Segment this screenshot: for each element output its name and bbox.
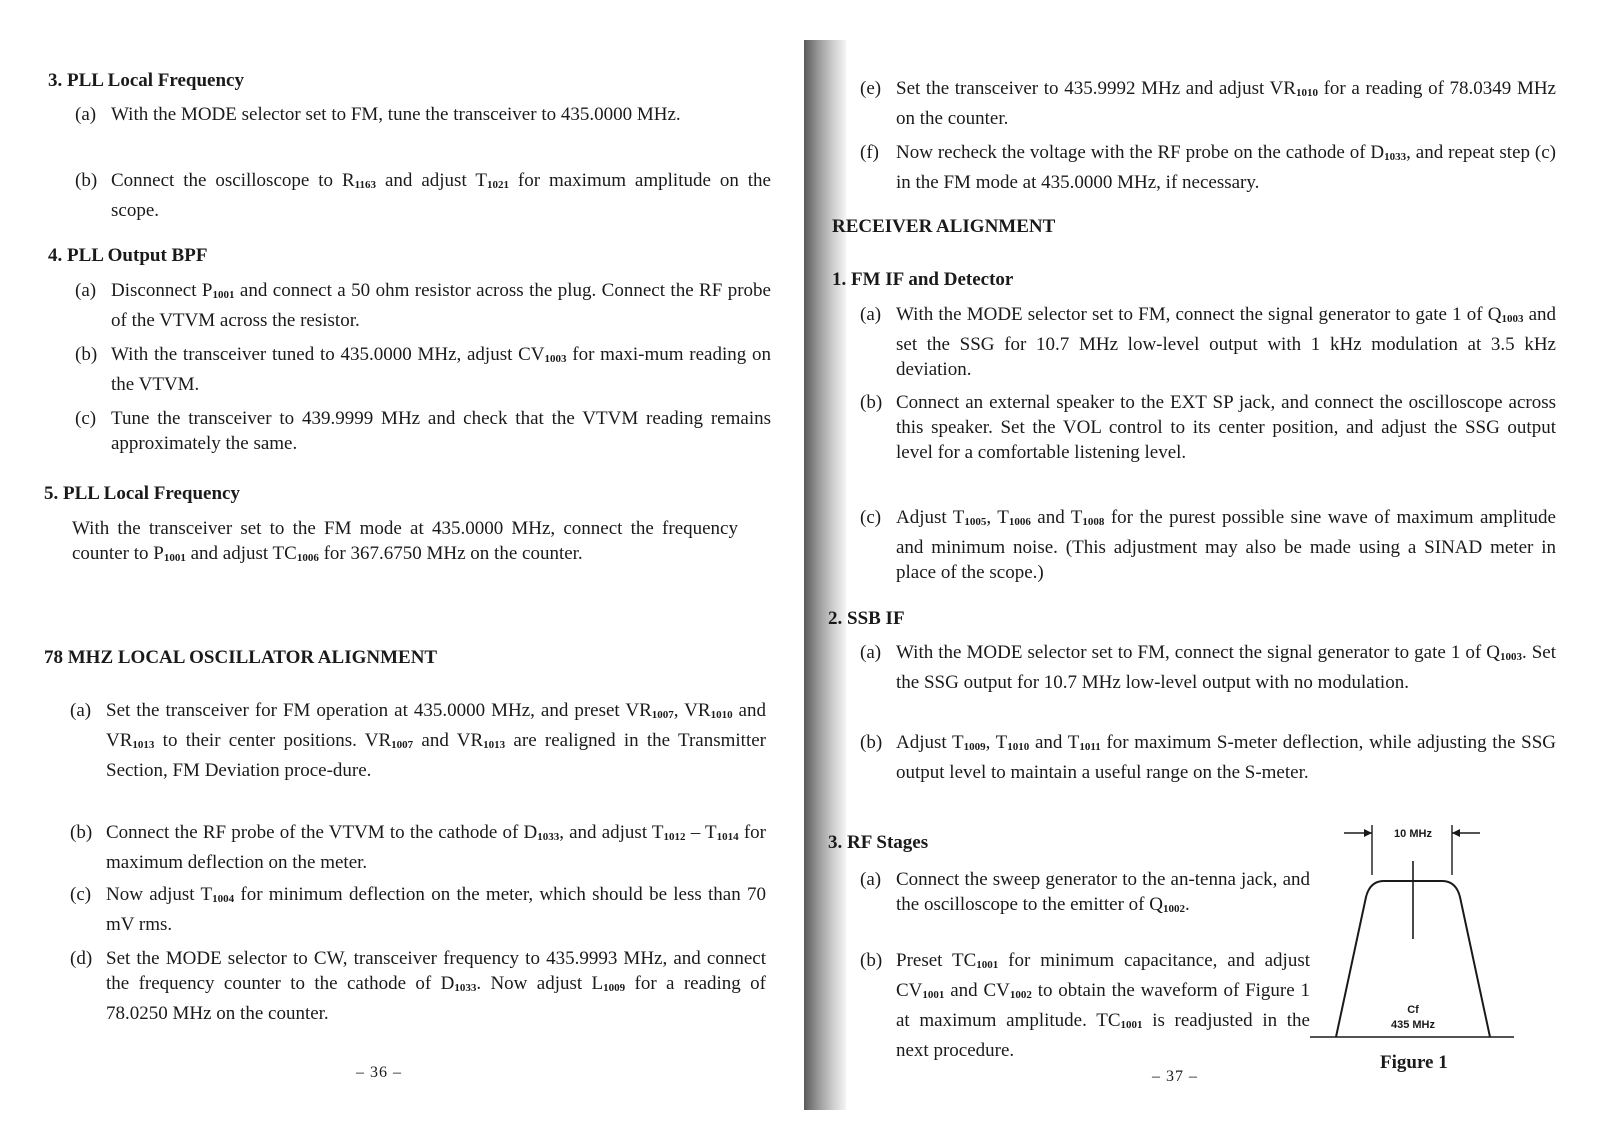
item-text <box>896 302 1556 382</box>
subscript: 1003 <box>544 353 567 365</box>
section-heading: 78 MHZ LOCAL OSCILLATOR ALIGNMENT <box>44 647 438 668</box>
list-item <box>860 730 1556 785</box>
right-page <box>800 0 1600 1133</box>
subscript: 1007 <box>391 739 414 751</box>
text-run: and set the SSG for 10.7 MHz low-level output with 1 kHz modulation at 3.5 kHz deviation. <box>896 304 1557 380</box>
center-label-freq: 435 MHz <box>1390 1019 1436 1031</box>
text-run: Now adjust T <box>106 884 213 905</box>
subscript: 1006 <box>1008 516 1031 528</box>
arrow-head-left <box>1364 829 1372 837</box>
subscript: 1004 <box>212 893 235 905</box>
item-label: (a) <box>860 869 882 890</box>
text-run: Tune the transceiver to 439.9999 MHz and check that the VTVM reading remains approximately the same. <box>111 408 771 454</box>
text-run: , and adjust T <box>559 822 664 843</box>
list-item <box>860 302 1556 382</box>
subscript: 1007 <box>651 709 674 721</box>
subscript: 1009 <box>603 982 626 994</box>
subscript: 1013 <box>132 739 155 751</box>
text-run: , and repeat step (c) in the FM mode at 435.0000 MHz, if necessary. <box>896 142 1556 193</box>
subscript: 1012 <box>663 831 686 843</box>
item-label: (f) <box>860 142 879 163</box>
subscript: 1001 <box>976 959 999 971</box>
subscript: 1003 <box>1501 313 1524 325</box>
item-label: (a) <box>75 104 97 125</box>
subscript: 1001 <box>212 289 235 301</box>
item-text <box>111 168 771 223</box>
item-label: (a) <box>860 642 882 663</box>
text-run: and adjust TC <box>185 543 297 564</box>
item-label: (b) <box>75 170 98 191</box>
page-number: – 37 – <box>1152 1068 1198 1085</box>
subscript: 1005 <box>964 516 987 528</box>
item-label: (a) <box>860 304 882 325</box>
section-heading: 3. RF Stages <box>828 832 929 853</box>
item-label: (c) <box>70 884 92 905</box>
section-heading: 5. PLL Local Frequency <box>44 483 240 504</box>
text-run: and CV <box>944 980 1010 1001</box>
text-run: Preset TC <box>896 950 977 971</box>
subscript: 1002 <box>1162 903 1185 915</box>
subscript: 1002 <box>1009 989 1032 1001</box>
subscript: 1006 <box>296 552 319 564</box>
item-text <box>106 882 766 937</box>
item-label: (b) <box>70 822 93 843</box>
text-run: for minimum capacitance, and adjust CV <box>896 950 1310 1001</box>
paragraph-text <box>72 516 738 571</box>
text-run: for maximum deflection on the meter. <box>106 822 766 873</box>
text-run: for maximum S-meter deflection, while adjusting the SSG output level to maintain a useful range on the S-meter. <box>896 732 1557 783</box>
text-run: . Now adjust L <box>476 973 604 994</box>
item-text <box>896 505 1556 585</box>
subscript: 1021 <box>486 179 509 191</box>
text-run: Set the MODE selector to CW, transceiver frequency to 435.9993 MHz, and connect the frequency counter to the cathode of D <box>106 948 766 994</box>
text-run: With the MODE selector set to FM, tune the transceiver to 435.0000 MHz. <box>111 104 681 125</box>
item-label: (b) <box>860 950 883 971</box>
figure-caption: Figure 1 <box>1380 1052 1448 1073</box>
text-run: With the transceiver tuned to 435.0000 MHz, adjust CV <box>111 344 545 365</box>
item-text <box>896 730 1556 785</box>
section-heading: 3. PLL Local Frequency <box>48 70 244 91</box>
item-text <box>111 278 771 333</box>
paragraph <box>72 516 738 571</box>
list-item <box>860 948 1310 1063</box>
list-item <box>860 140 1556 195</box>
item-label: (c) <box>860 507 882 528</box>
text-run: Adjust T <box>896 507 965 528</box>
text-run: , T <box>986 507 1009 528</box>
arrow-head-right <box>1452 829 1460 837</box>
list-item <box>860 390 1556 465</box>
text-run: Disconnect P <box>111 280 213 301</box>
text-run: Set the transceiver to 435.9992 MHz and adjust VR <box>896 78 1296 99</box>
text-run: Connect the RF probe of the VTVM to the cathode of D <box>106 822 538 843</box>
text-run: to obtain the waveform of Figure 1 at maximum amplitude. TC <box>896 980 1311 1031</box>
item-text <box>896 76 1556 131</box>
subscript: 1033 <box>1384 151 1407 163</box>
subscript: 1010 <box>710 709 733 721</box>
text-run: and T <box>1030 507 1083 528</box>
list-item <box>70 946 766 1026</box>
text-run: , VR <box>673 700 711 721</box>
text-run: Connect an external speaker to the EXT SP jack, and connect the oscilloscope across this speaker. Set the VOL control to its center position, and adjust the SSG output level for a comfortable listening level. <box>896 392 1556 463</box>
text-run: and VR <box>413 730 484 751</box>
text-run: is readjusted in the next procedure. <box>896 1010 1310 1061</box>
list-item <box>860 76 1556 131</box>
subscript: 1014 <box>716 831 739 843</box>
text-run: With the MODE selector set to FM, connect the signal generator to gate 1 of Q <box>896 304 1502 325</box>
item-label: (b) <box>75 344 98 365</box>
item-text <box>896 867 1310 922</box>
main-heading: RECEIVER ALIGNMENT <box>832 216 1056 237</box>
list-item <box>860 505 1556 585</box>
text-run: and adjust T <box>376 170 487 191</box>
list-item <box>70 820 766 875</box>
subscript: 1011 <box>1079 741 1101 753</box>
subscript: 1013 <box>483 739 506 751</box>
item-text <box>896 140 1556 195</box>
item-text <box>896 640 1556 695</box>
figure-1-waveform <box>1300 815 1520 1055</box>
subscript: 1163 <box>354 179 377 191</box>
text-run: for a reading of 78.0349 MHz on the counter. <box>896 78 1556 129</box>
section-heading: 2. SSB IF <box>828 608 905 629</box>
text-run: Connect the oscilloscope to R <box>111 170 355 191</box>
bandwidth-label: 10 MHz <box>1394 828 1432 840</box>
text-run: and T <box>1029 732 1080 753</box>
item-label: (b) <box>860 732 883 753</box>
list-item <box>860 640 1556 695</box>
text-run: for a reading of 78.0250 MHz on the counter. <box>106 973 767 1024</box>
text-run: – T <box>685 822 717 843</box>
text-run: Connect the sweep generator to the an-tenna jack, and the oscilloscope to the emitter of Q <box>896 869 1310 915</box>
list-item <box>75 102 771 127</box>
text-run: With the MODE selector set to FM, connect the signal generator to gate 1 of Q <box>896 642 1500 663</box>
text-run: With the transceiver set to the FM mode at 435.0000 MHz, connect the frequency counter to P <box>72 518 738 564</box>
subscript: 1003 <box>1499 651 1522 663</box>
text-run: for 367.6750 MHz on the counter. <box>318 543 583 564</box>
item-text <box>896 948 1310 1063</box>
text-run: , T <box>985 732 1008 753</box>
subscript: 1033 <box>537 831 560 843</box>
list-item <box>860 867 1310 922</box>
list-item <box>75 406 771 456</box>
text-run: for the purest possible sine wave of maximum amplitude and minimum noise. (This adjustment may also be made using a SINAD meter in place of the scope.) <box>896 507 1556 583</box>
item-label: (a) <box>70 700 92 721</box>
subscript: 1001 <box>1120 1019 1143 1031</box>
text-run: . Set the SSG output for 10.7 MHz low-level output with no modulation. <box>896 642 1556 693</box>
item-label: (d) <box>70 948 93 969</box>
text-run: to their center positions. VR <box>154 730 392 751</box>
item-label: (a) <box>75 280 97 301</box>
subscript: 1010 <box>1007 741 1030 753</box>
item-label: (b) <box>860 392 883 413</box>
item-text <box>106 946 766 1026</box>
item-text <box>111 342 771 397</box>
subscript: 1009 <box>963 741 986 753</box>
text-run: Set the transceiver for FM operation at 435.0000 MHz, and preset VR <box>106 700 652 721</box>
subscript: 1001 <box>922 989 945 1001</box>
item-label: (c) <box>75 408 97 429</box>
item-text <box>106 820 766 875</box>
subscript: 1001 <box>163 552 186 564</box>
text-run: . <box>1184 894 1190 915</box>
text-run: for minimum deflection on the meter, which should be less than 70 mV rms. <box>106 884 767 935</box>
subscript: 1008 <box>1082 516 1105 528</box>
item-text <box>111 102 771 127</box>
text-run: and connect a 50 ohm resistor across the plug. Connect the RF probe of the VTVM across the resistor. <box>111 280 771 331</box>
center-label-cf: Cf <box>1407 1004 1419 1016</box>
page-number: – 36 – <box>356 1064 402 1081</box>
text-run: Now recheck the voltage with the RF probe on the cathode of D <box>896 142 1385 163</box>
item-text <box>106 698 766 783</box>
text-run: Adjust T <box>896 732 964 753</box>
item-text <box>896 390 1556 465</box>
text-run: are realigned in the Transmitter Section, FM Deviation proce-dure. <box>106 730 766 781</box>
list-item <box>70 698 766 783</box>
section-heading: 1. FM IF and Detector <box>832 269 1014 290</box>
text-run: and VR <box>106 700 766 751</box>
text-run: for maximum amplitude on the scope. <box>111 170 771 221</box>
text-run: for maxi-mum reading on the VTVM. <box>111 344 771 395</box>
list-item <box>70 882 766 937</box>
section-heading: 4. PLL Output BPF <box>48 245 208 266</box>
list-item <box>75 278 771 333</box>
item-label: (e) <box>860 78 882 99</box>
subscript: 1010 <box>1295 87 1318 99</box>
subscript: 1033 <box>454 982 477 994</box>
list-item <box>75 342 771 397</box>
item-text <box>111 406 771 456</box>
list-item <box>75 168 771 223</box>
